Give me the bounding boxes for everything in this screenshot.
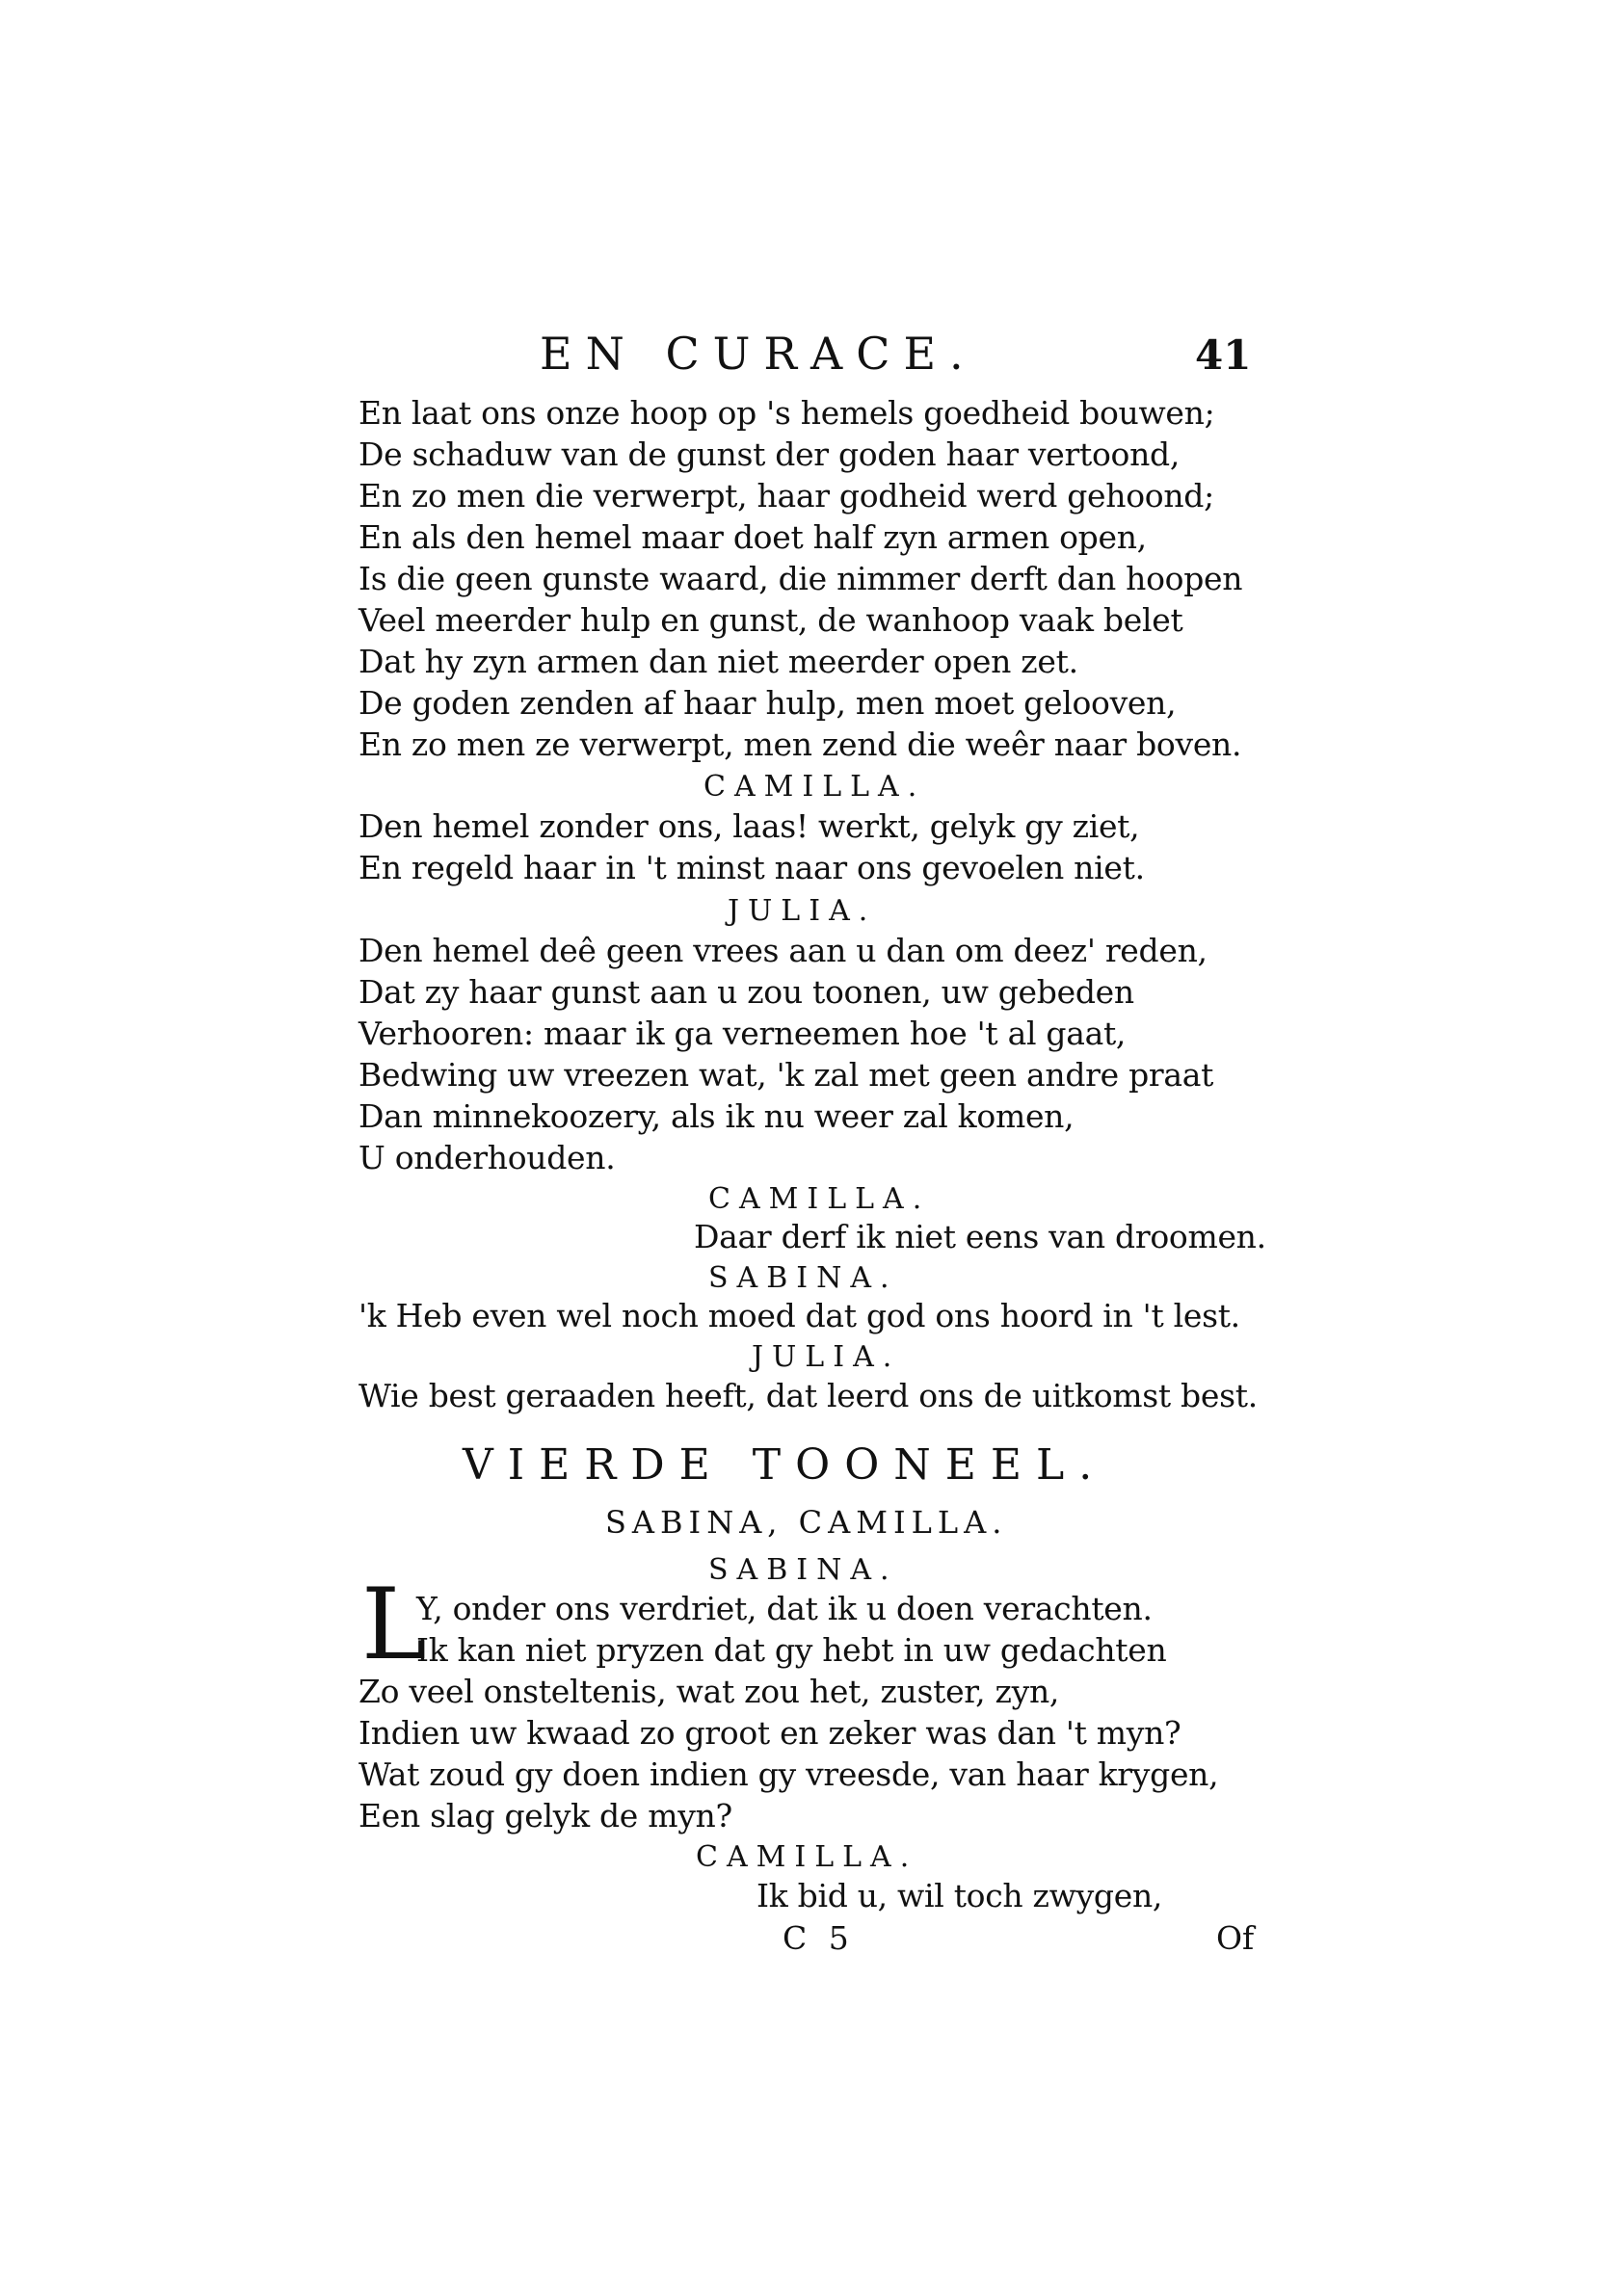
verse-line: Wat zoud gy doen indien gy vreesde, van haar krygen, [358, 1755, 1219, 1793]
speaker-heading: CAMILLA. [703, 770, 926, 804]
verse-line: 'k Heb even wel noch moed dat god ons hoord in 't lest. [358, 1297, 1240, 1334]
verse-line: En zo men die verwerpt, haar godheid werd gehoond; [358, 477, 1214, 515]
verse-line: En als den hemel maar doet half zyn armen open, [358, 518, 1147, 556]
running-title: EN CURACE. [540, 328, 977, 380]
scene-title: VIERDE TOONEEL. [463, 1440, 1107, 1490]
verse-line: Daar derf ik niet eens van droomen. [694, 1218, 1266, 1255]
verse-line: En regeld haar in 't minst naar ons gevoelen niet. [358, 849, 1145, 886]
verse-line: Indien uw kwaad zo groot en zeker was dan 't myn? [358, 1714, 1181, 1752]
verse-line: Dat zy haar gunst aan u zou toonen, uw gebeden [358, 973, 1134, 1011]
speaker-heading: SABINA. [708, 1261, 898, 1295]
verse-line: Den hemel zonder ons, laas! werkt, gelyk gy ziet, [358, 807, 1140, 845]
verse-line: Is die geen gunste waard, die nimmer derft dan hoopen [358, 560, 1243, 597]
verse-line: De schaduw van de gunst der goden haar vertoond, [358, 435, 1181, 473]
verse-line: En zo men ze verwerpt, men zend die weêr naar boven. [358, 726, 1242, 763]
verse-line: Y, onder ons verdriet, dat ik u doen verachten. [416, 1590, 1153, 1627]
verse-line: Den hemel deê geen vrees aan u dan om deez' reden, [358, 932, 1208, 969]
verse-line: Verhooren: maar ik ga verneemen hoe 't al gaat, [358, 1015, 1127, 1052]
speaker-heading: CAMILLA. [708, 1182, 931, 1216]
verse-line: Dat hy zyn armen dan niet meerder open zet. [358, 643, 1078, 680]
verse-line: Dan minnekoozery, als ik nu weer zal komen, [358, 1097, 1075, 1135]
verse-line: Ik kan niet pryzen dat gy hebt in uw gedachten [416, 1631, 1167, 1669]
speaker-heading: CAMILLA. [696, 1840, 918, 1874]
signature-mark: C 5 [783, 1919, 855, 1957]
verse-line: En laat ons onze hoop op 's hemels goedheid bouwen; [358, 394, 1215, 432]
verse-line: Wie best geraaden heeft, dat leerd ons de uitkomst best. [358, 1377, 1258, 1414]
verse-line: Bedwing uw vreezen wat, 'k zal met geen andre praat [358, 1056, 1214, 1094]
verse-line: Zo veel onsteltenis, wat zou het, zuster, zyn, [358, 1673, 1060, 1710]
drop-cap: L [361, 1568, 427, 1682]
verse-line: Veel meerder hulp en gunst, de wanhoop vaak belet [358, 601, 1183, 639]
verse-line: Een slag gelyk de myn? [358, 1797, 732, 1834]
verse-line: De goden zenden af haar hulp, men moet gelooven, [358, 684, 1177, 722]
catchword: Of [1216, 1919, 1255, 1957]
scene-cast: SABINA, CAMILLA. [605, 1504, 1008, 1541]
speaker-heading: SABINA. [708, 1553, 898, 1587]
page-number: 41 [1195, 331, 1252, 379]
verse-line: U onderhouden. [358, 1139, 616, 1176]
speaker-heading: JULIA. [728, 894, 877, 928]
verse-line: Ik bid u, wil toch zwygen, [756, 1877, 1163, 1914]
speaker-heading: JULIA. [752, 1340, 901, 1374]
